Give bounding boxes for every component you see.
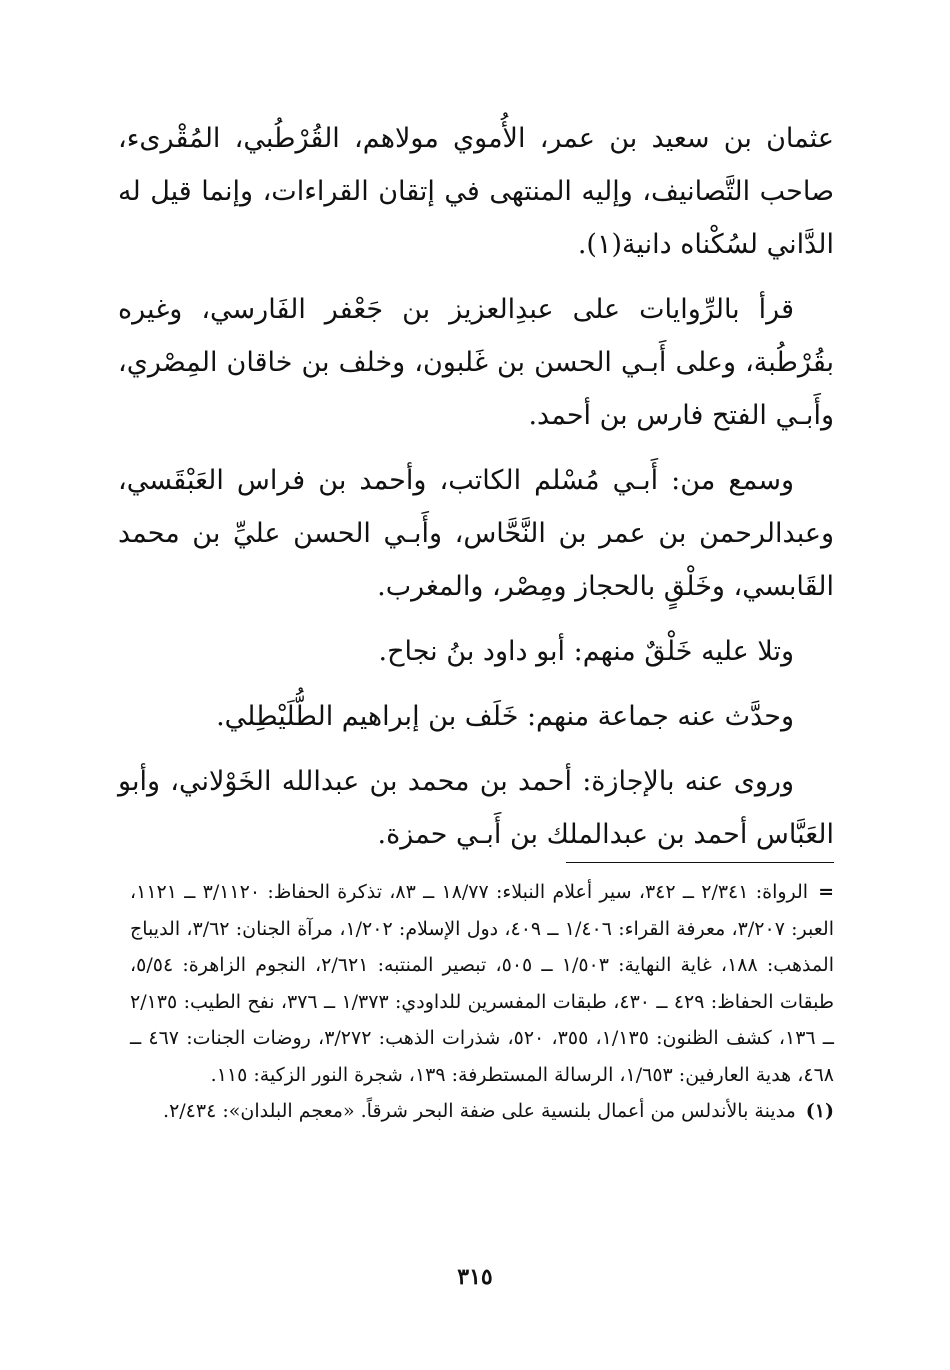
footnote-1 bbox=[130, 1093, 834, 1130]
footnote-sources-text: الرواة: ٢/٣٤١ ــ ٣٤٢، سير أعلام النبلاء: ١٨/٧٧ ــ ٨٣، تذكرة الحفاظ: ٣/١١٢٠ ــ ١١٢١، العبر: ٣/٢٠٧، معرفة القراء: ١/٤٠٦ ــ ٤٠٩، دول الإسلام: ١/٢٠٢، مرآة الجنان: ٣/٦٢، الديباج المذهب: ١٨٨، غاية النهاية: ١/٥٠٣ ــ ٥٠٥، تبصير المنتبه: ٢/٦٢١، النجوم الزاهرة: ٥/٥٤، طبقات الحفاظ: ٤٢٩ ــ ٤٣٠، طبقات المفسرين للداودي: ١/٣٧٣ ــ ٣٧٦، نفح الطيب: ٢/١٣٥ ــ ١٣٦، كشف الظنون: ١/١٣٥، ٣٥٥، ٥٢٠، شذرات الذهب: ٣/٢٧٢، روضات الجنات: ٤٦٧ ــ ٤٦٨، هدية العارفين: ١/٦٥٣، الرسالة المستطرفة: ١٣٩، شجرة النور الزكية: ١١٥. bbox=[130, 881, 835, 1086]
paragraph-students-recitation: وتلا عليه خَلْقٌ منهم: أبو داود بنُ نجاح. bbox=[378, 636, 794, 667]
footnotes bbox=[130, 874, 834, 1130]
paragraph-teachers-recitation: قرأ بالرِّوايات على عبدِالعزيز بن جَعْفر الفَارسي، وغيره بقُرْطُبة، وعلى أَبـي الحسن بن غَلبون، وخلف بن خاقان المِصْري، وأَبـي الفتح فارس بن أحمد. bbox=[118, 294, 834, 431]
main-text bbox=[118, 112, 834, 873]
page-number: ٣١٥ bbox=[457, 1264, 493, 1290]
paragraph-ijaza: وروى عنه بالإجازة: أحمد بن محمد بن عبدالله الخَوْلاني، وأبو العَبَّاس أحمد بن عبدالملك بن أَبـي حمزة. bbox=[118, 766, 834, 850]
continuation-marker: = bbox=[818, 881, 835, 903]
paragraph-biography-intro: عثمان بن سعيد بن عمر، الأُموي مولاهم، القُرْطُبي، المُقْرىء، صاحب التَّصانيف، وإليه المنتهى في إتقان القراءات، وإنما قيل له الدَّاني لسُكْناه دانية(١). bbox=[118, 123, 834, 260]
paragraph-heard-from: وسمع من: أَبـي مُسْلم الكاتب، وأحمد بن فراس العَبْقَسي، وعبدالرحمن بن عمر بن النَّحَّاس، وأَبـي الحسن عليِّ بن محمد القَابسي، وخَلْقٍ بالحجاز ومِصْر، والمغرب. bbox=[118, 465, 834, 602]
footnote-1-text: مدينة بالأندلس من أعمال بلنسية على ضفة البحر شرقاً. «معجم البلدان»: ٢/٤٣٤. bbox=[163, 1100, 796, 1122]
footnote-separator bbox=[566, 862, 834, 863]
footnote-continuation bbox=[130, 874, 834, 1093]
footnote-1-marker: (١) bbox=[805, 1100, 834, 1122]
paragraph-narrators: وحدَّث عنه جماعة منهم: خَلَف بن إبراهيم الطُّلَيْطِلي. bbox=[216, 701, 794, 732]
